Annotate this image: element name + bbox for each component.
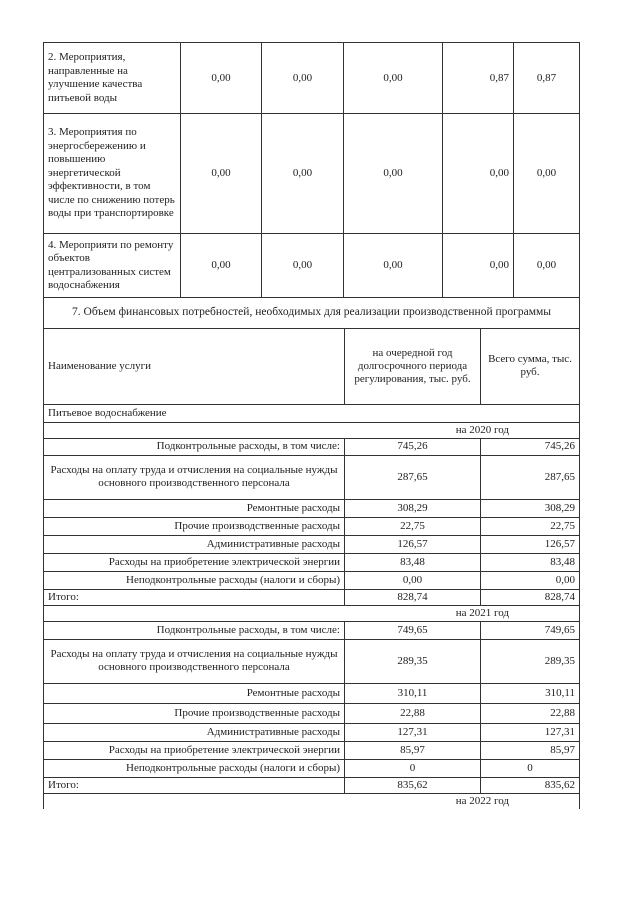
table-row — [44, 639, 580, 683]
measure-row — [44, 114, 580, 234]
row-name: Подконтрольные расходы, в том числе: — [44, 438, 345, 455]
row-total: 0,00 — [481, 571, 580, 589]
header-total: Всего сумма, тыс. руб. — [481, 328, 580, 404]
table-row — [44, 621, 580, 639]
row-name: Подконтрольные расходы, в том числе: — [44, 621, 345, 639]
row-name: Неподконтрольные расходы (налоги и сборы) — [44, 759, 345, 777]
document-page — [43, 42, 579, 809]
row-total: 126,57 — [481, 535, 580, 553]
row-name: Неподконтрольные расходы (налоги и сборы) — [44, 571, 345, 589]
row-total: 22,88 — [481, 703, 580, 723]
table-row — [44, 741, 580, 759]
table-row — [44, 455, 580, 499]
measures-table — [43, 42, 580, 298]
row-name: Расходы на приобретение электрической энергии — [44, 741, 345, 759]
row-total: 22,75 — [481, 517, 580, 535]
row-period: 0 — [345, 759, 481, 777]
row-period: 83,48 — [345, 553, 481, 571]
row-total: 745,26 — [481, 438, 580, 455]
table-row — [44, 499, 580, 517]
row-name: Прочие производственные расходы — [44, 703, 345, 723]
row-total: 289,35 — [481, 639, 580, 683]
total-period: 828,74 — [345, 589, 481, 605]
row-total: 287,65 — [481, 455, 580, 499]
measure-value: 0,00 — [514, 114, 580, 234]
table-row — [44, 723, 580, 741]
section-title: 7. Объем финансовых потребностей, необходимых для реализации производственной программы — [44, 298, 580, 328]
measure-value: 0,87 — [443, 43, 514, 114]
measure-value: 0,00 — [443, 114, 514, 234]
measure-name: 4. Мероприяти по ремонту объектов централизованных систем водоснабжения — [44, 234, 181, 298]
measure-value: 0,00 — [344, 234, 443, 298]
row-period: 85,97 — [345, 741, 481, 759]
row-name: Прочие производственные расходы — [44, 517, 345, 535]
row-period: 289,35 — [345, 639, 481, 683]
row-name: Расходы на оплату труда и отчисления на социальные нужды основного производственного персонала — [44, 455, 345, 499]
table-row — [44, 703, 580, 723]
total-period: 835,62 — [345, 777, 481, 793]
measure-value: 0,00 — [262, 43, 344, 114]
row-period: 127,31 — [345, 723, 481, 741]
row-period: 0,00 — [345, 571, 481, 589]
total-total: 828,74 — [481, 589, 580, 605]
row-total: 308,29 — [481, 499, 580, 517]
total-label: Итого: — [44, 777, 345, 793]
row-period: 308,29 — [345, 499, 481, 517]
row-name: Ремонтные расходы — [44, 499, 345, 517]
year-label: на 2022 год — [44, 793, 580, 809]
row-period: 745,26 — [345, 438, 481, 455]
row-total: 749,65 — [481, 621, 580, 639]
row-total: 83,48 — [481, 553, 580, 571]
row-period: 126,57 — [345, 535, 481, 553]
row-name: Расходы на оплату труда и отчисления на социальные нужды основного производственного персонала — [44, 639, 345, 683]
row-total: 0 — [481, 759, 580, 777]
service-name: Питьевое водоснабжение — [44, 404, 580, 422]
table-row — [44, 517, 580, 535]
row-name: Административные расходы — [44, 535, 345, 553]
measure-value: 0,87 — [514, 43, 580, 114]
measure-value: 0,00 — [344, 43, 443, 114]
measure-value: 0,00 — [181, 114, 262, 234]
row-period: 749,65 — [345, 621, 481, 639]
table-row — [44, 438, 580, 455]
year-label: на 2021 год — [44, 605, 580, 621]
row-total: 310,11 — [481, 683, 580, 703]
header-service-name: Наименование услуги — [44, 328, 345, 404]
finance-table — [43, 298, 580, 809]
total-total: 835,62 — [481, 777, 580, 793]
table-row — [44, 535, 580, 553]
measure-row — [44, 234, 580, 298]
total-row — [44, 589, 580, 605]
measure-value: 0,00 — [514, 234, 580, 298]
measure-value: 0,00 — [262, 234, 344, 298]
measure-name: 2. Мероприятия, направленные на улучшение качества питьевой воды — [44, 43, 181, 114]
measure-value: 0,00 — [344, 114, 443, 234]
table-row — [44, 683, 580, 703]
row-name: Расходы на приобретение электрической энергии — [44, 553, 345, 571]
measure-name: 3. Мероприятия по энергосбережению и повышению энергетической эффективности, в том числе по снижению потерь воды при транспортировке — [44, 114, 181, 234]
total-row — [44, 777, 580, 793]
row-total: 85,97 — [481, 741, 580, 759]
row-name: Административные расходы — [44, 723, 345, 741]
row-period: 22,75 — [345, 517, 481, 535]
row-period: 310,11 — [345, 683, 481, 703]
measure-value: 0,00 — [443, 234, 514, 298]
measure-value: 0,00 — [262, 114, 344, 234]
row-period: 287,65 — [345, 455, 481, 499]
measure-value: 0,00 — [181, 43, 262, 114]
table-row — [44, 759, 580, 777]
total-label: Итого: — [44, 589, 345, 605]
row-total: 127,31 — [481, 723, 580, 741]
header-period: на очередной год долгосрочного периода регулирования, тыс. руб. — [345, 328, 481, 404]
row-name: Ремонтные расходы — [44, 683, 345, 703]
measure-row — [44, 43, 580, 114]
table-row — [44, 553, 580, 571]
year-label: на 2020 год — [44, 422, 580, 438]
table-row — [44, 571, 580, 589]
row-period: 22,88 — [345, 703, 481, 723]
measure-value: 0,00 — [181, 234, 262, 298]
